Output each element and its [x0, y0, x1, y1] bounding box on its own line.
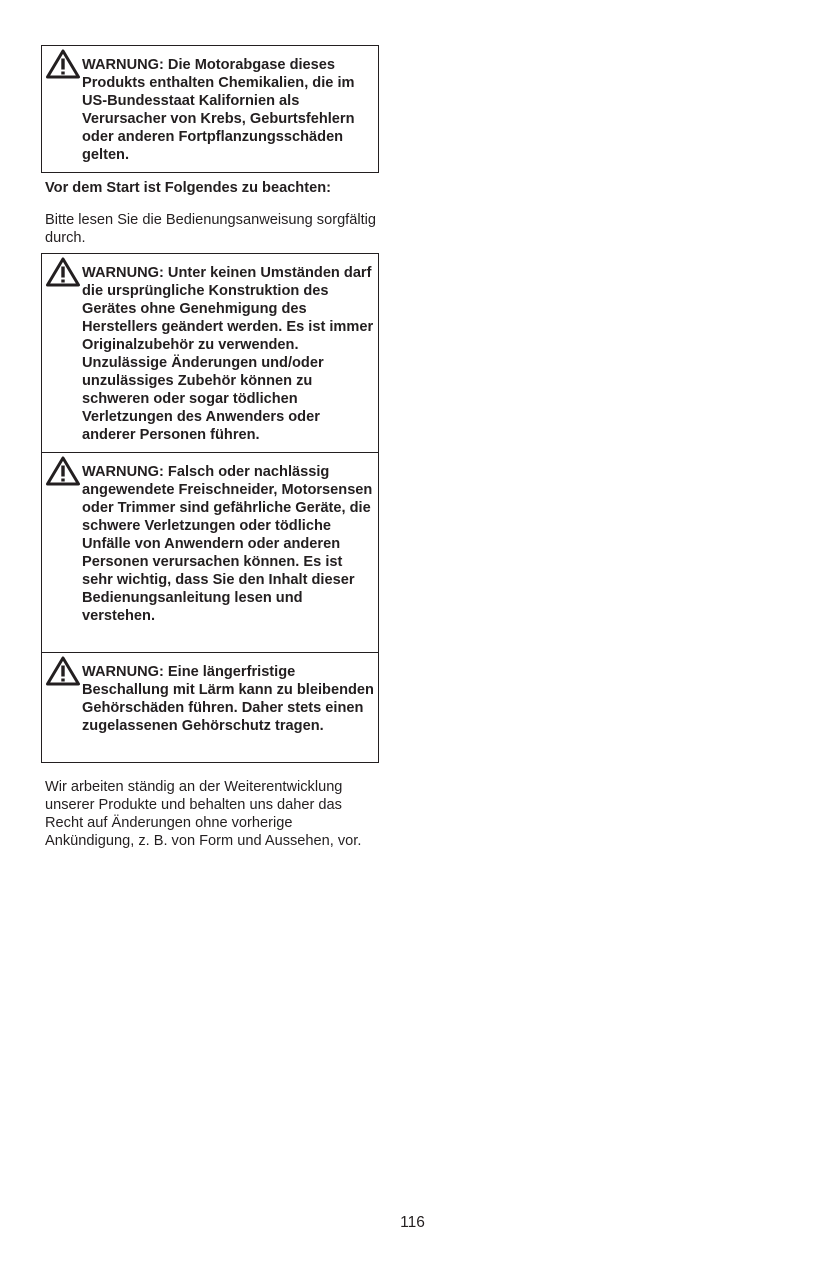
warning-triangle-icon	[46, 656, 80, 686]
warning-triangle-icon	[46, 456, 80, 486]
warning-box-emissions	[41, 45, 379, 173]
closing-paragraph: Wir arbeiten ständig an der Weiterentwicklung unserer Produkte und behalten uns daher das Recht auf Änderungen ohne vorherige Ankündigung, z. B. von Form und Aussehen, vor.	[45, 779, 362, 849]
warning-text: WARNUNG: Die Motorabgase dieses Produkts enthalten Chemikalien, die im US-Bundesstaat Kalifornien als Verursacher von Krebs, Geburtsfehlern oder anderen Fortpflanzungsschäden gelten.	[82, 57, 355, 163]
section-heading: Vor dem Start ist Folgendes zu beachten:	[45, 180, 331, 196]
intro-paragraph: Bitte lesen Sie die Bedienungsanweisung sorgfältig durch.	[45, 212, 377, 246]
content-column	[41, 45, 379, 850]
warning-text: WARNUNG: Eine längerfristige Beschallung mit Lärm kann zu bleibenden Gehörschäden führen. Daher stets einen zugelassenen Gehörschutz tragen.	[82, 664, 374, 734]
warning-triangle-icon	[46, 49, 80, 79]
warning-box-dangerous-devices	[41, 453, 379, 653]
warning-box-modification	[41, 253, 379, 453]
page-number: 116	[400, 1214, 425, 1231]
warning-text: WARNUNG: Unter keinen Umständen darf die ursprüngliche Konstruktion des Gerätes ohne Genehmigung des Herstellers geändert werden. Es ist immer Originalzubehör zu verwenden. Unzulässige Änderungen und/oder unzulässiges Zubehör können zu schweren oder sogar tödlichen Verletzungen des Anwenders oder anderer Personen führen.	[82, 265, 374, 443]
warning-triangle-icon	[46, 257, 80, 287]
warning-box-noise	[41, 653, 379, 763]
warning-text: WARNUNG: Falsch oder nachlässig angewendete Freischneider, Motorsensen oder Trimmer sind gefährliche Geräte, die schwere Verletzungen oder tödliche Unfälle von Anwendern oder anderen Personen verursachen können. Es ist sehr wichtig, dass Sie den Inhalt dieser Bedienungsanleitung lesen und verstehen.	[82, 464, 373, 624]
